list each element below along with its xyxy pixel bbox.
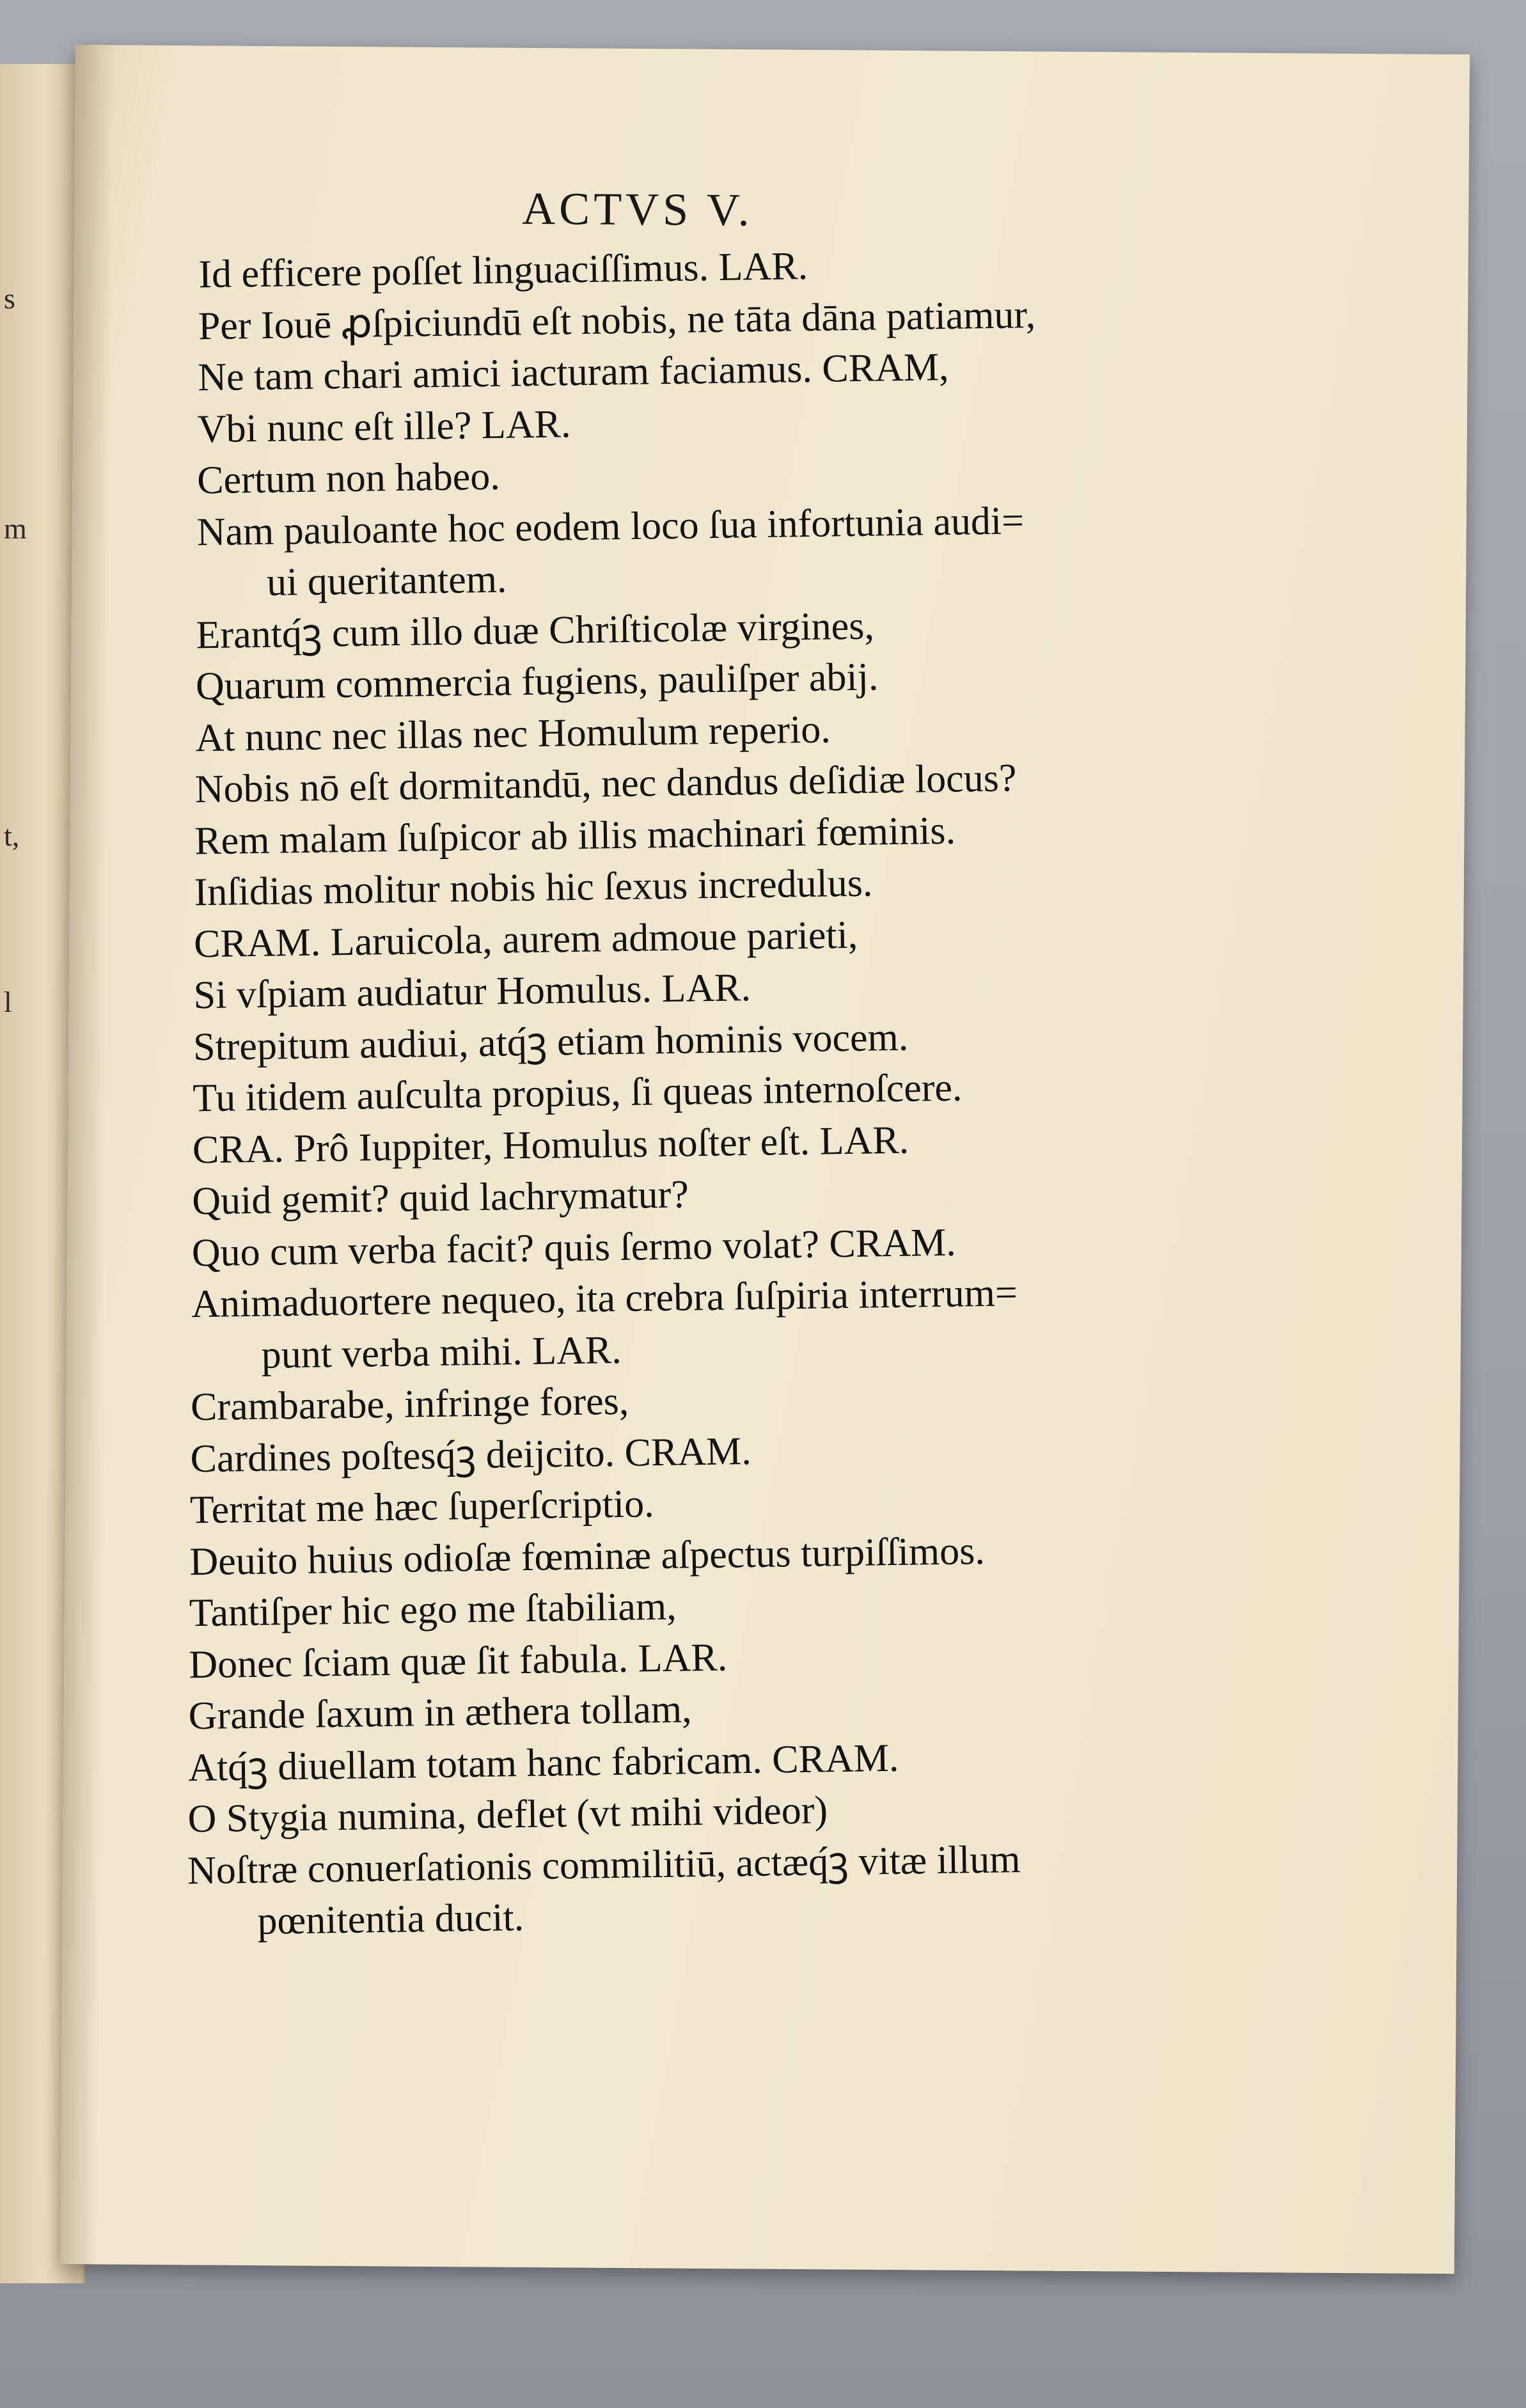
text-line: Inſidias molitur nobis hic ſexus incredulus. (194, 861, 873, 915)
text-line: ui queritantem. (266, 557, 507, 604)
facing-page-fragment: m (4, 512, 27, 545)
text-line: punt verba mihi. LAR. (261, 1328, 622, 1377)
text-line: Rem malam ſuſpicor ab illis machinari fœminis. (194, 808, 956, 863)
facing-page-fragment: s (4, 282, 15, 315)
text-line: Noſtræ conuerſationis commilitiū, actæq́ꝫ vitæ illum (187, 1837, 1021, 1893)
text-line: Deuito huius odioſæ fœminæ aſpectus turpiſſimos. (189, 1529, 986, 1584)
text-line: Nobis nō eſt dormitandū, nec dandus deſidiæ locus? (194, 756, 1017, 812)
text-line: Grande ſaxum in æthera tollam, (188, 1687, 692, 1738)
text-line: Si vſpiam audiatur Homulus. LAR. (193, 966, 751, 1018)
text-line: Quid gemit? quid lachrymatur? (191, 1172, 689, 1224)
text-line: Per Iouē ꝓſpiciundū eſt nobis, ne tāta dāna patiamur, (198, 292, 1036, 348)
text-line: Id efficere poſſet linguaciſſimus. LAR. (198, 244, 808, 297)
running-head: ACTVS V. (521, 182, 753, 236)
text-line: Donec ſciam quæ ſit fabula. LAR. (188, 1635, 728, 1687)
text-line: CRAM. Laruicola, aurem admoue parieti, (193, 913, 858, 966)
text-line: Atq́ꝫ diuellam totam hanc fabricam. CRAM. (187, 1736, 899, 1790)
facing-page-fragment: t, (4, 819, 20, 852)
text-line: Vbi nunc eſt ille? LAR. (197, 402, 571, 451)
facing-page-fragment: l (4, 986, 12, 1018)
text-line: Certum non habeo. (196, 454, 501, 503)
text-line: Animaduortere nequeo, ita crebra ſuſpiria interrum= (191, 1271, 1018, 1326)
text-line: Quo cum verba facit? quis ſermo volat? CRAM. (191, 1220, 957, 1275)
text-line: At nunc nec illas nec Homulum reperio. (194, 707, 831, 760)
text-line: Crambarabe, infringe fores, (190, 1379, 629, 1429)
text-block (187, 244, 1413, 1956)
text-line: Nam pauloante hoc eodem loco ſua infortunia audi= (196, 498, 1025, 554)
text-line: Cardines poſtesq́ꝫ deijcito. CRAM. (190, 1429, 752, 1481)
text-line: O Stygia numina, deflet (vt mihi videor) (187, 1788, 828, 1841)
text-line: Tu itidem auſculta propius, ſi queas internoſcere. (193, 1066, 963, 1121)
text-line: Strepitum audiui, atq́ꝫ etiam hominis vocem. (193, 1015, 909, 1069)
text-line: Erantq́ꝫ cum illo duæ Chriſticolæ virgines, (196, 604, 875, 657)
book-page (60, 45, 1470, 2274)
text-line: Tantiſper hic ego me ſtabiliam, (189, 1584, 677, 1635)
text-line: Ne tam chari amici iacturam faciamus. CRAM, (197, 345, 949, 400)
text-line: Quarum commercia fugiens, pauliſper abij. (195, 655, 879, 709)
text-line: pœnitentia ducit. (257, 1895, 524, 1943)
text-line: Territat me hæc ſuperſcriptio. (189, 1482, 655, 1532)
text-line: CRA. Prô Iuppiter, Homulus noſter eſt. LAR. (192, 1118, 909, 1172)
